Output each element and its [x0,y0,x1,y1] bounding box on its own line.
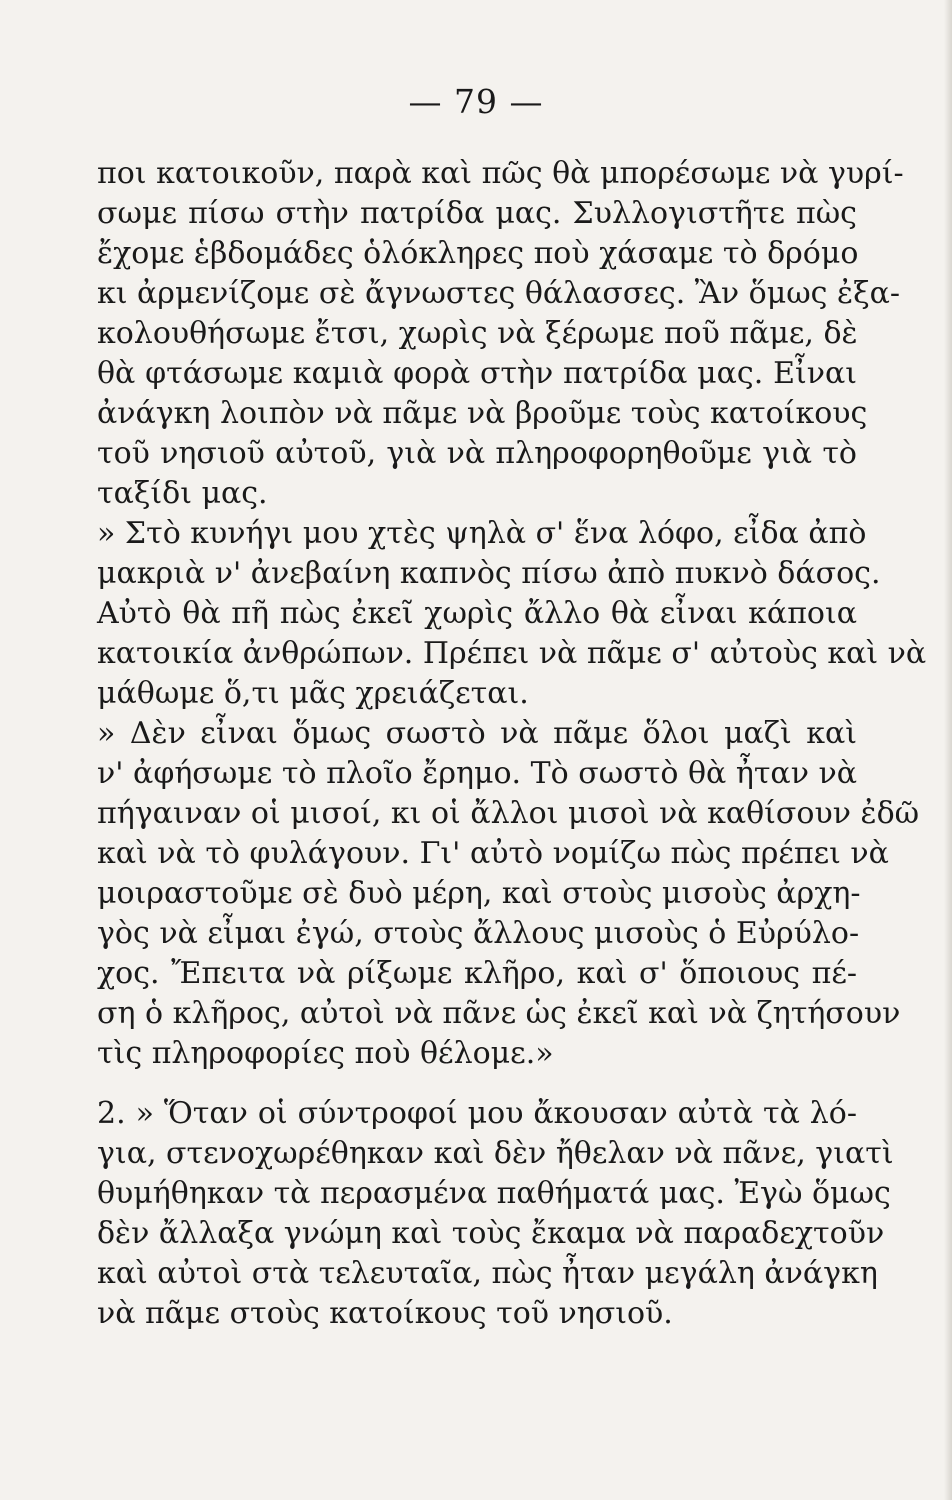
text-line: θὰ φτάσωμε καμιὰ φορὰ στὴν πατρίδα μας. Εἶναι [97,356,857,391]
text-line: ἀνάγκη λοιπὸν νὰ πᾶμε νὰ βροῦμε τοὺς κατοίκους [97,396,868,431]
text-line: Αὐτὸ θὰ πῆ πὼς ἐκεῖ χωρὶς ἄλλο θὰ εἶναι κάποια [97,596,857,631]
page-number: — 79 — [408,82,544,121]
text-line: σωμε πίσω στὴν πατρίδα μας. Συλλογιστῆτε πὼς [97,196,857,231]
text-line: » Στὸ κυνήγι μου χτὲς ψηλὰ σ' ἕνα λόφο, εἶδα ἀπὸ [97,516,867,551]
text-line: τοῦ νησιοῦ αὐτοῦ, γιὰ νὰ πληροφορηθοῦμε γιὰ τὸ [97,436,857,471]
text-line: 2. » Ὅταν οἱ σύντροφοί μου ἄκουσαν αὐτὰ τὰ λό- [97,1096,857,1131]
text-line: ν' ἀφήσωμε τὸ πλοῖο ἔρημο. Τὸ σωστὸ θὰ ἦταν νὰ [97,756,857,791]
text-line: γὸς νὰ εἶμαι ἐγώ, στοὺς ἄλλους μισοὺς ὁ Εὐρύλο- [97,916,860,951]
text-line: ἔχομε ἑβδομάδες ὁλόκληρες ποὺ χάσαμε τὸ δρόμο [97,236,859,271]
text-line: νὰ πᾶμε στοὺς κατοίκους τοῦ νησιοῦ. [97,1296,673,1331]
text-line: κολουθήσωμε ἔτσι, χωρὶς νὰ ξέρωμε ποῦ πᾶμε, δὲ [97,316,858,351]
text-line: μοιραστοῦμε σὲ δυὸ μέρη, καὶ στοὺς μισοὺς ἀρχη- [97,876,861,911]
text-line: ση ὁ κλῆρος, αὐτοὶ νὰ πᾶνε ὡς ἐκεῖ καὶ νὰ ζητήσουν [97,996,901,1031]
text-line: κι ἀρμενίζομε σὲ ἄγνωστες θάλασσες. Ἂν ὅμως ἐξα- [97,276,901,311]
text-line: κατοικία ἀνθρώπων. Πρέπει νὰ πᾶμε σ' αὐτοὺς καὶ νὰ [97,636,927,671]
text-line: θυμήθηκαν τὰ περασμένα παθήματά μας. Ἐγὼ ὅμως [97,1176,891,1211]
text-line: τὶς πληροφορίες ποὺ θέλομε.» [97,1036,554,1071]
text-line: ταξίδι μας. [97,476,268,511]
text-line: μάθωμε ὅ,τι μᾶς χρειάζεται. [97,676,529,711]
text-line: χος. Ἔπειτα νὰ ρίξωμε κλῆρο, καὶ σ' ὅποιους πέ- [97,956,857,991]
text-line: δὲν ἄλλαξα γνώμη καὶ τοὺς ἔκαμα νὰ παραδεχτοῦν [97,1216,885,1251]
text-line: » Δὲν εἶναι ὅμως σωστὸ νὰ πᾶμε ὅλοι μαζὶ καὶ [97,716,857,751]
text-line: καὶ νὰ τὸ φυλάγουν. Γι' αὐτὸ νομίζω πὼς πρέπει νὰ [97,836,889,871]
text-line: μακριὰ ν' ἀνεβαίνη καπνὸς πίσω ἀπὸ πυκνὸ δάσος. [97,556,881,591]
page-edge [944,0,952,1500]
text-line: καὶ αὐτοὶ στὰ τελευταῖα, πὼς ἦταν μεγάλη ἀνάγκη [97,1256,878,1291]
text-line: πήγαιναν οἱ μισοί, κι οἱ ἄλλοι μισοὶ νὰ καθίσουν ἐδῶ [97,796,920,831]
text-line: για, στενοχωρέθηκαν καὶ δὲν ἤθελαν νὰ πᾶνε, γιατὶ [97,1136,894,1171]
text-line: ποι κατοικοῦν, παρὰ καὶ πῶς θὰ μπορέσωμε νὰ γυρί- [97,156,904,191]
